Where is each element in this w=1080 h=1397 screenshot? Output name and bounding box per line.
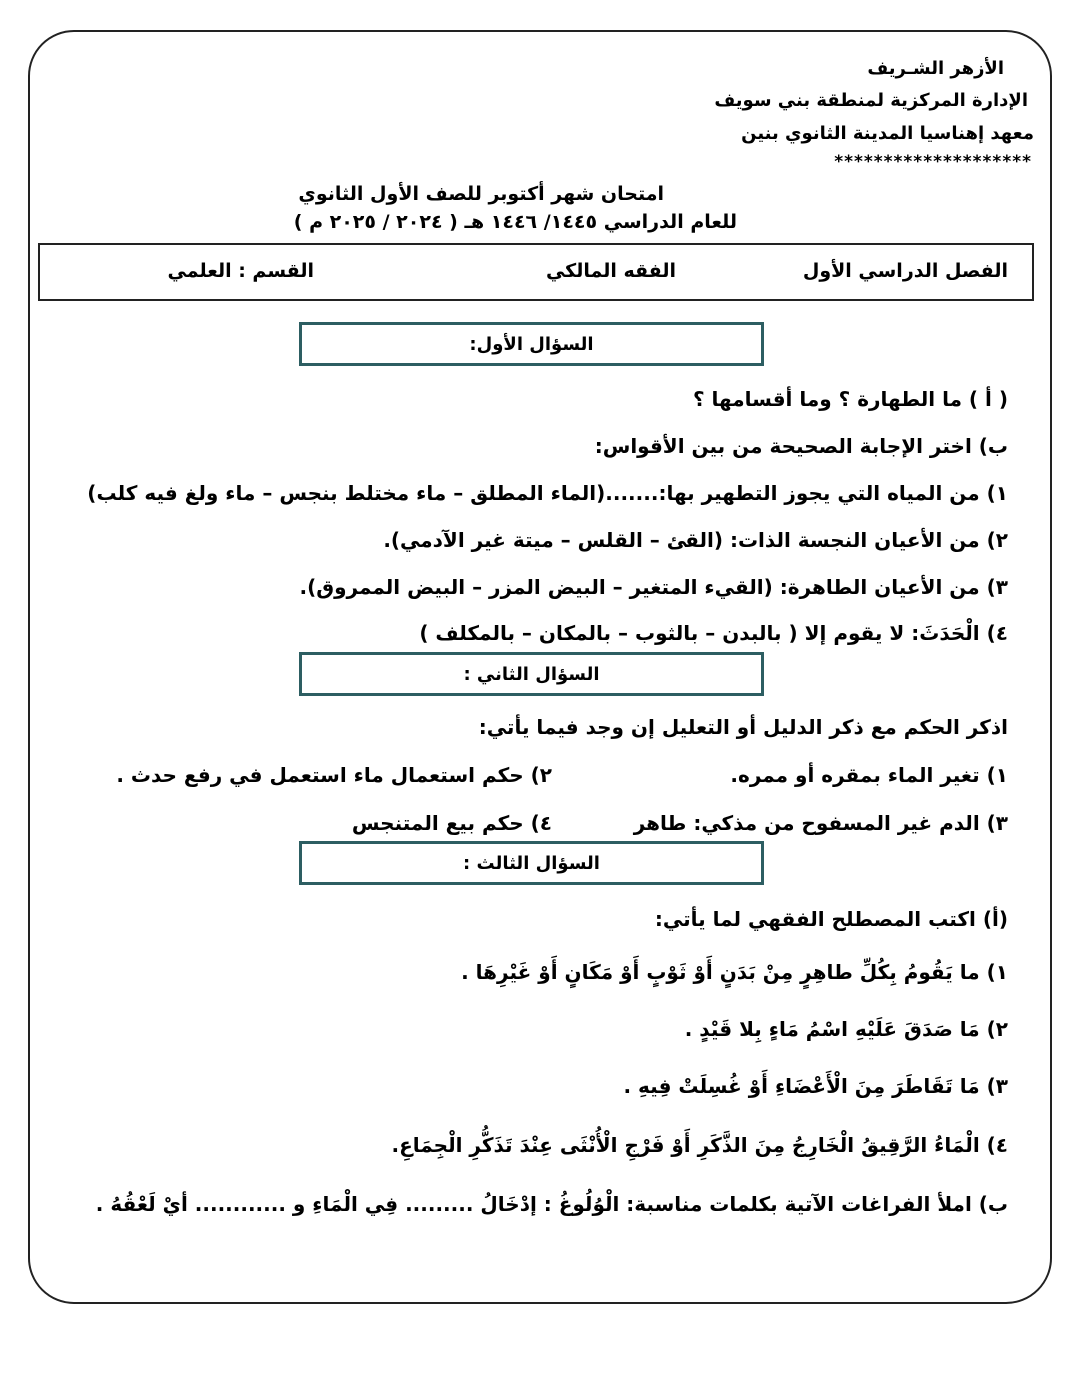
q2-item-4: ٤) حكم بيع المتنجس <box>351 811 552 835</box>
question-3-title: السؤال الثالث : <box>463 852 600 874</box>
q3-item-2: ٢) مَا صَدَقَ عَلَيْهِ اسْمُ مَاءٍ بِلا قَيْدٍ . <box>684 1017 1008 1041</box>
q3-item-4: ٤) الْمَاءُ الرَّقِيقُ الْخَارِجُ مِنَ الذَّكَرِ أَوْ فَرْجِ الْأُنْثَى عِنْدَ تَذَكُّرِ الْجِمَاعِ. <box>391 1133 1008 1157</box>
q1-item-3: ٣) من الأعيان الطاهرة: (القيء المتغير – البيض المزر – البيض الممروق). <box>299 575 1008 599</box>
exam-title: امتحان شهر أكتوبر للصف الأول الثانوي <box>298 183 664 205</box>
q2-intro: اذكر الحكم مع ذكر الدليل أو التعليل إن وجد فيما يأتي: <box>478 715 1008 739</box>
question-3-title-box <box>299 841 764 885</box>
exam-year: للعام الدراسي ١٤٤٥/ ١٤٤٦ هـ ( ٢٠٢٤ / ٢٠٢٥ م ) <box>293 211 737 233</box>
header-azhar: الأزهر الشـريف <box>867 58 1004 79</box>
question-2-title: السؤال الثاني : <box>463 663 600 685</box>
q2-item-3: ٣) الدم غير المسفوح من مذكي: طاهر <box>633 811 1008 835</box>
q3-item-1: ١) ما يَقُومُ بِكُلِّ طاهِرٍ مِنْ بَدَنٍ أَوْ ثَوْبٍ أَوْ مَكَانٍ أَوْ غَيْرِهَا . <box>461 960 1008 984</box>
q1-item-4: ٤) الْحَدَثَ: لا يقوم إلا ( بالبدن – بالثوب – بالمكان – بالمكلف ) <box>419 621 1008 645</box>
q1-part-b: ب) اختر الإجابة الصحيحة من بين الأقواس: <box>594 434 1008 458</box>
subject-label: الفقه المالكي <box>545 260 676 282</box>
q2-item-2: ٢) حكم استعمال ماء استعمل في رفع حدث . <box>116 763 552 787</box>
section-label: القسم : العلمي <box>167 260 314 282</box>
header-institute: معهد إهناسيا المدينة الثانوي بنين <box>741 123 1034 144</box>
question-1-title: السؤال الأول: <box>469 333 594 355</box>
q3-part-a: (أ) اكتب المصطلح الفقهي لما يأتي: <box>654 907 1008 931</box>
q3-part-b: ب) املأ الفراغات الآتية بكلمات مناسبة: الْوُلُوغُ : إدْخَالُ ......... فِي الْمَاءِ و ............ أيْ لَعْقُهُ . <box>95 1192 1008 1216</box>
q3-item-3: ٣) مَا تَقَاطَرَ مِنَ الْأَعْضَاءِ أَوْ غُسِلَتْ فِيهِ . <box>623 1074 1008 1098</box>
header-administration: الإدارة المركزية لمنطقة بني سويف <box>714 90 1028 111</box>
info-box <box>38 243 1034 301</box>
question-2-title-box <box>299 652 764 696</box>
q2-item-1: ١) تغير الماء بمقره أو ممره. <box>730 763 1008 787</box>
q1-part-a: ( أ ) ما الطهارة ؟ وما أقسامها ؟ <box>692 387 1008 411</box>
header-stars: ******************** <box>834 152 1032 172</box>
q1-item-1: ١) من المياه التي يجوز التطهير بها:.......(الماء المطلق – ماء مختلط بنجس – ماء ولغ فيه كلب) <box>87 481 1008 505</box>
question-1-title-box <box>299 322 764 366</box>
q1-item-2: ٢) من الأعيان النجسة الذات: (القئ – القلس – ميتة غير الآدمي). <box>383 528 1008 552</box>
term-label: الفصل الدراسي الأول <box>802 260 1008 282</box>
